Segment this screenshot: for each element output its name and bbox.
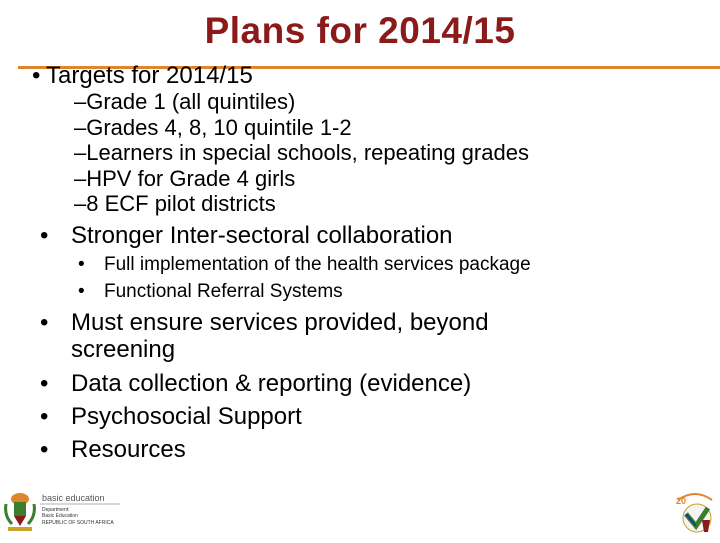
- main-point: Resources: [71, 436, 186, 463]
- bullet: •: [40, 309, 49, 336]
- targets-heading: Targets for 2014/15: [46, 62, 253, 89]
- main-point: Data collection & reporting (evidence): [71, 370, 472, 397]
- logo-brand-text: basic education: [42, 493, 105, 503]
- target-item: –8 ECF pilot districts: [74, 191, 276, 216]
- target-item: –Grade 1 (all quintiles): [74, 89, 296, 114]
- bullet: •: [40, 436, 49, 463]
- svg-text:Department:: Department:: [42, 507, 70, 513]
- main-point: Must ensure services provided, beyond: [71, 309, 489, 336]
- sub-point: Functional Referral Systems: [104, 281, 343, 302]
- anniversary-logo: [672, 490, 718, 538]
- bullet: •: [78, 281, 85, 302]
- bullet: •: [32, 62, 41, 89]
- target-item: –Grades 4, 8, 10 quintile 1-2: [74, 115, 352, 140]
- slide-title: Plans for 2014/15: [204, 10, 516, 51]
- target-item: –HPV for Grade 4 girls: [74, 166, 296, 191]
- department-logo: [2, 490, 132, 536]
- bullet: •: [40, 403, 49, 430]
- bullet: •: [78, 254, 85, 275]
- anniversary-emblem-icon: [672, 490, 718, 538]
- main-point: Psychosocial Support: [71, 403, 302, 430]
- sub-point: Full implementation of the health services package: [104, 254, 531, 275]
- coat-of-arms-icon: [2, 490, 132, 536]
- main-point-continued: screening: [71, 336, 176, 363]
- svg-text:20: 20: [676, 496, 687, 506]
- collaboration-point: Stronger Inter-sectoral collaboration: [71, 222, 453, 249]
- bullet: •: [40, 370, 49, 397]
- bullet: •: [40, 222, 49, 249]
- svg-text:Basic Education: Basic Education: [42, 513, 78, 519]
- svg-text:REPUBLIC OF SOUTH AFRICA: REPUBLIC OF SOUTH AFRICA: [42, 520, 114, 526]
- target-item: –Learners in special schools, repeating grades: [74, 140, 529, 165]
